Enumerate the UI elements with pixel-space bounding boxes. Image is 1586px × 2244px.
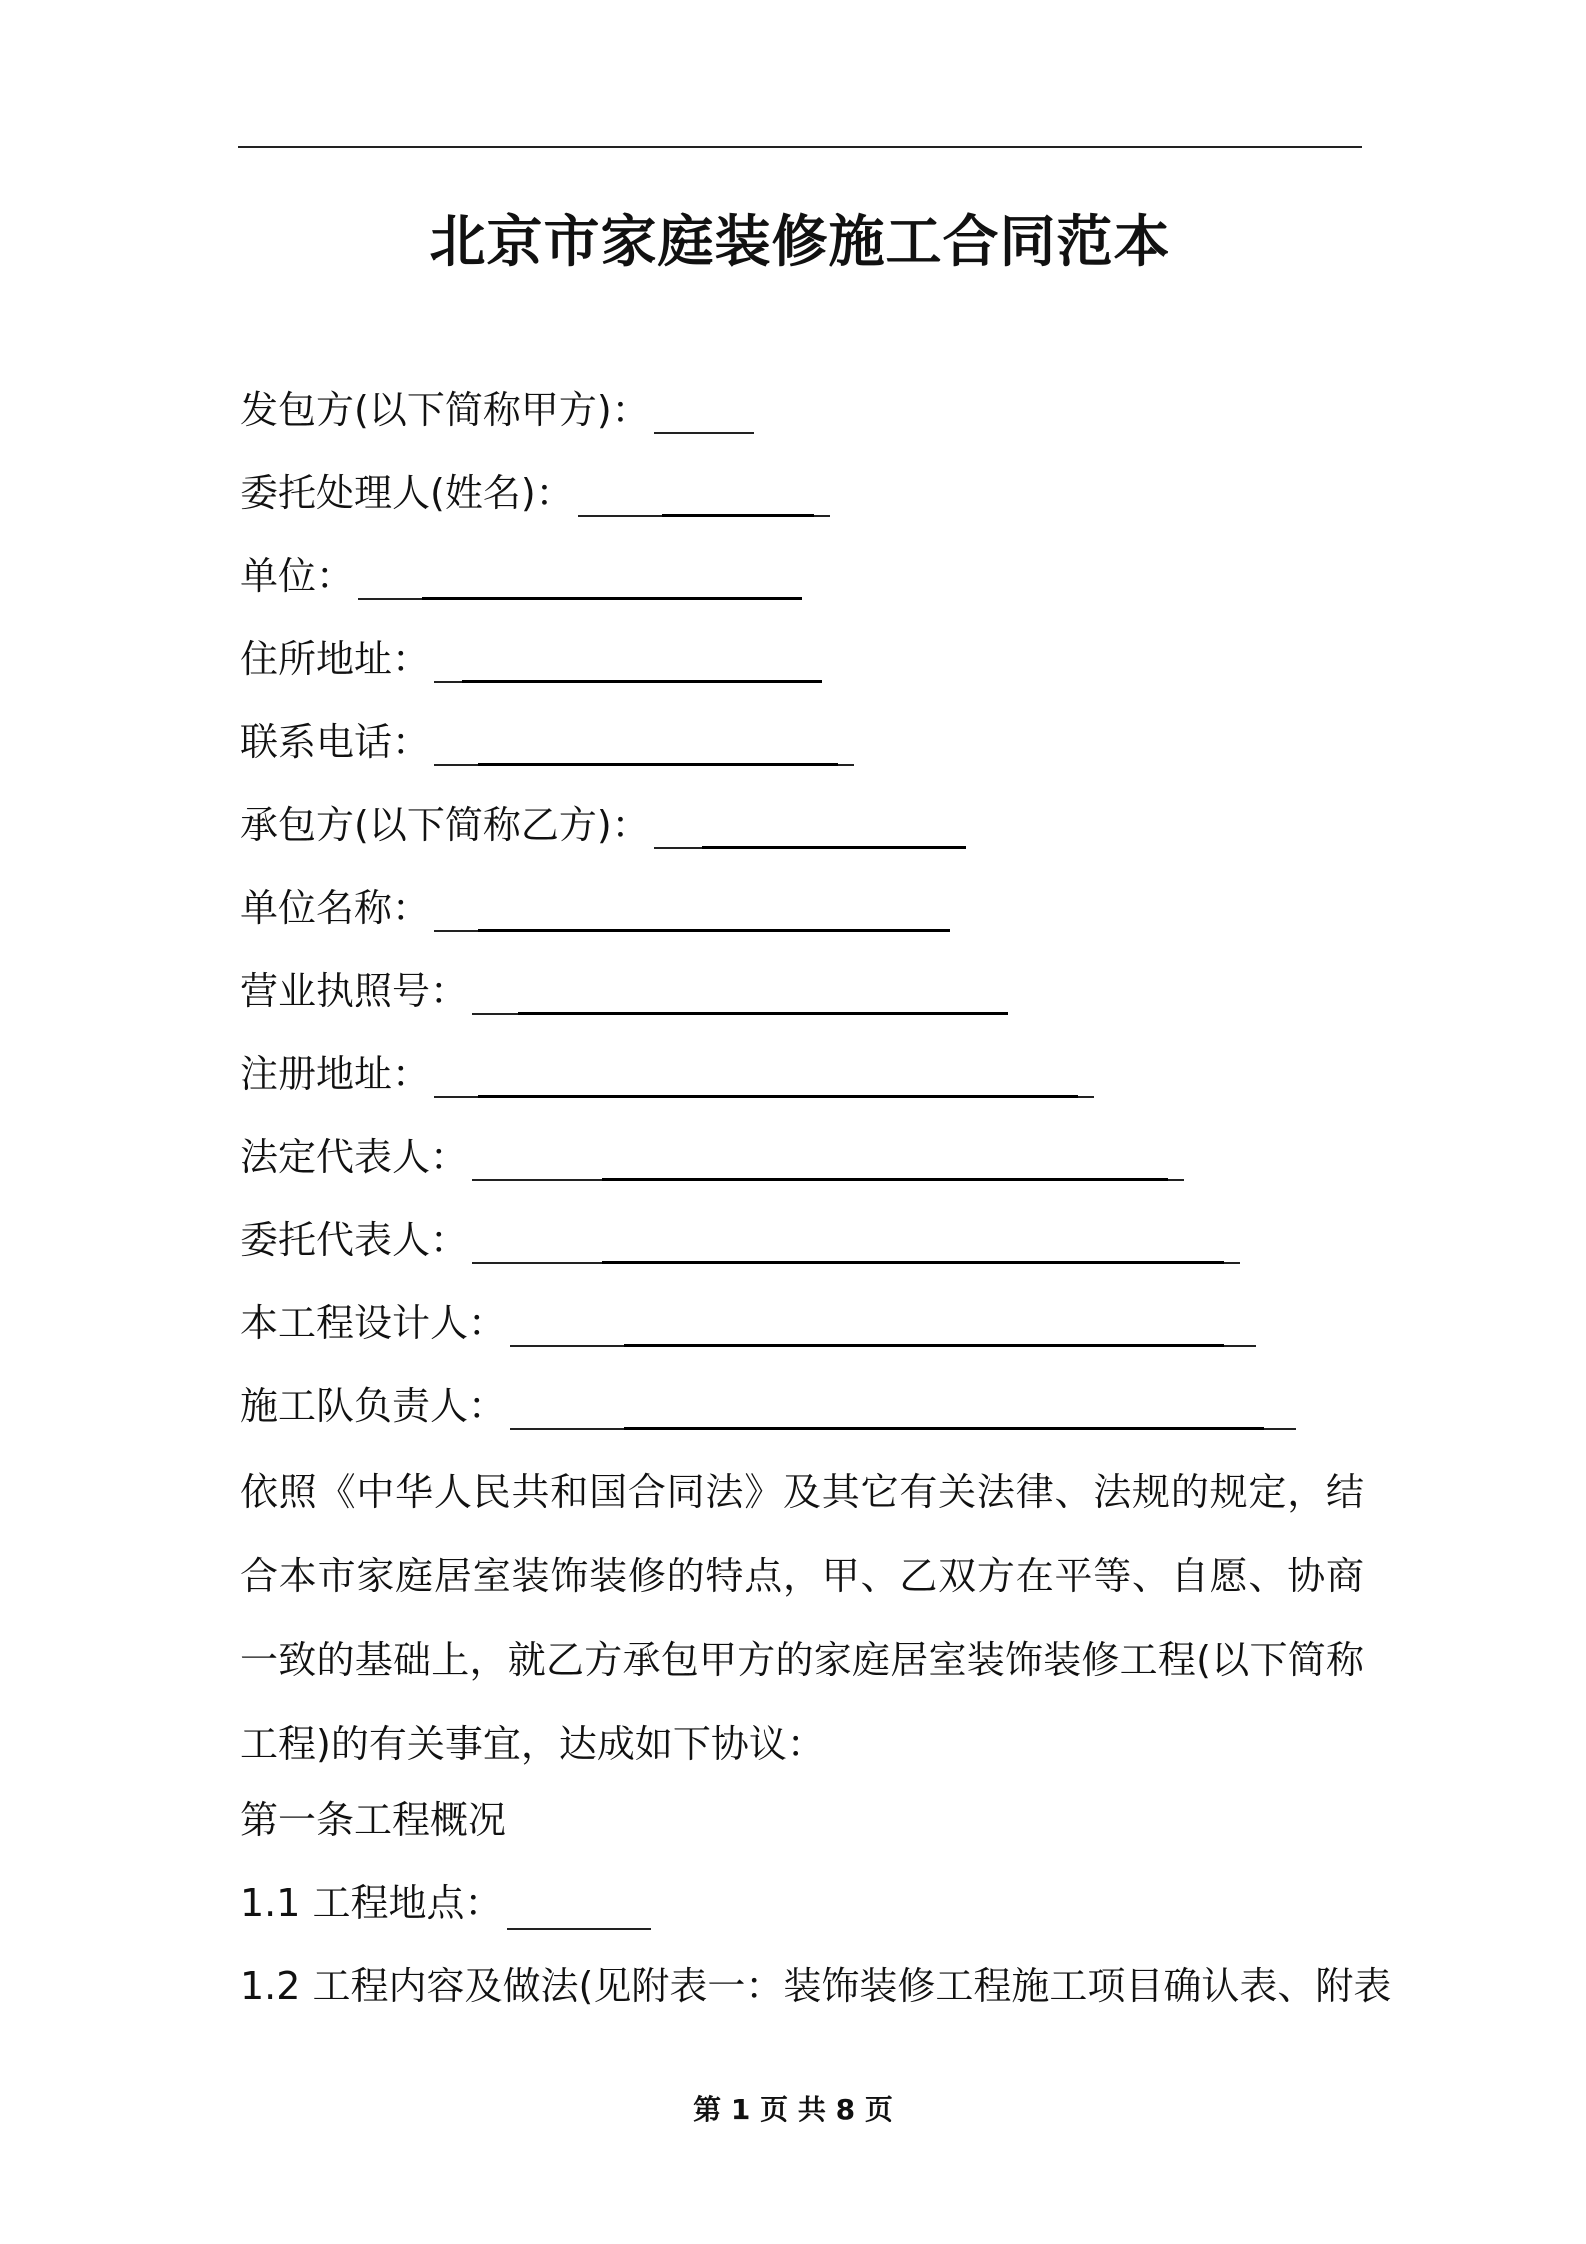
blank-line bbox=[434, 718, 478, 766]
field-label: 本工程设计人： bbox=[240, 1300, 507, 1345]
blank-line bbox=[434, 635, 462, 683]
blank-line bbox=[1078, 1050, 1094, 1098]
blank-line bbox=[602, 1215, 1224, 1264]
blank-line bbox=[654, 386, 754, 434]
blank-line bbox=[654, 801, 702, 849]
field-label: 发包方(以下简称甲方)： bbox=[240, 387, 650, 432]
field-label: 营业执照号： bbox=[240, 968, 469, 1013]
article-1-heading: 第一条工程概况 bbox=[240, 1798, 507, 1842]
item-label: 1.1 工程地点： bbox=[240, 1881, 503, 1925]
field-agent-name bbox=[240, 460, 830, 520]
field-label: 承包方(以下简称乙方)： bbox=[240, 802, 650, 847]
article-1-item-1 bbox=[240, 1873, 651, 1933]
field-label: 单位： bbox=[240, 553, 355, 598]
blank-line bbox=[1168, 1133, 1184, 1181]
blank-line bbox=[1264, 1382, 1296, 1430]
field-registered-address bbox=[240, 1041, 1094, 1101]
blank-line bbox=[510, 1382, 624, 1430]
blank-line bbox=[358, 552, 422, 600]
blank-line bbox=[434, 884, 478, 932]
blank-line bbox=[462, 634, 822, 683]
field-address bbox=[240, 626, 822, 686]
blank-line bbox=[472, 967, 518, 1015]
blank-line bbox=[472, 1133, 602, 1181]
blank-line bbox=[478, 883, 950, 932]
field-party-b bbox=[240, 792, 966, 852]
blank-line bbox=[624, 1298, 1224, 1347]
blank-line bbox=[510, 1299, 624, 1347]
blank-line bbox=[434, 1050, 478, 1098]
article-1-item-2: 1.2 工程内容及做法(见附表一：装饰装修工程施工项目确认表、附表 bbox=[240, 1964, 1392, 2008]
blank-line bbox=[838, 718, 854, 766]
page-footer: 第 1 页 共 8 页 bbox=[693, 2093, 893, 2126]
header-rule bbox=[238, 146, 1362, 148]
blank-line bbox=[702, 800, 966, 849]
blank-line bbox=[662, 468, 814, 517]
field-label: 住所地址： bbox=[240, 636, 431, 681]
blank-line bbox=[518, 966, 1008, 1015]
blank-line bbox=[624, 1381, 1264, 1430]
field-business-license bbox=[240, 958, 1008, 1018]
blank-line bbox=[1224, 1299, 1256, 1347]
field-label: 联系电话： bbox=[240, 719, 431, 764]
field-label: 委托处理人(姓名)： bbox=[240, 470, 574, 515]
blank-line bbox=[478, 1049, 1078, 1098]
field-label: 注册地址： bbox=[240, 1051, 431, 1096]
blank-line bbox=[472, 1216, 602, 1264]
field-legal-representative bbox=[240, 1124, 1184, 1184]
blank-line bbox=[422, 551, 802, 600]
field-designer bbox=[240, 1290, 1256, 1350]
field-label: 单位名称： bbox=[240, 885, 431, 930]
field-party-a bbox=[240, 377, 754, 437]
field-label: 委托代表人： bbox=[240, 1217, 469, 1262]
blank-line bbox=[578, 469, 662, 517]
field-entrusted-representative bbox=[240, 1207, 1240, 1267]
field-unit-name bbox=[240, 875, 950, 935]
field-label: 施工队负责人： bbox=[240, 1383, 507, 1428]
blank-line bbox=[1224, 1216, 1240, 1264]
blank-line bbox=[602, 1132, 1168, 1181]
blank-line bbox=[478, 717, 838, 766]
field-construction-team-leader bbox=[240, 1373, 1296, 1433]
blank-line bbox=[814, 469, 830, 517]
preamble-paragraph: 依照《中华人民共和国合同法》及其它有关法律、法规的规定，结合本市家庭居室装饰装修的特点，甲、乙双方在平等、自愿、协商一致的基础上，就乙方承包甲方的家庭居室装饰装修工程(以下简称工程)的有关事宜，达成如下协议： bbox=[240, 1470, 1364, 1766]
field-label: 法定代表人： bbox=[240, 1134, 469, 1179]
field-unit bbox=[240, 543, 802, 603]
document-title: 北京市家庭装修施工合同范本 bbox=[429, 210, 1171, 275]
field-phone bbox=[240, 709, 854, 769]
blank-line bbox=[507, 1882, 651, 1930]
